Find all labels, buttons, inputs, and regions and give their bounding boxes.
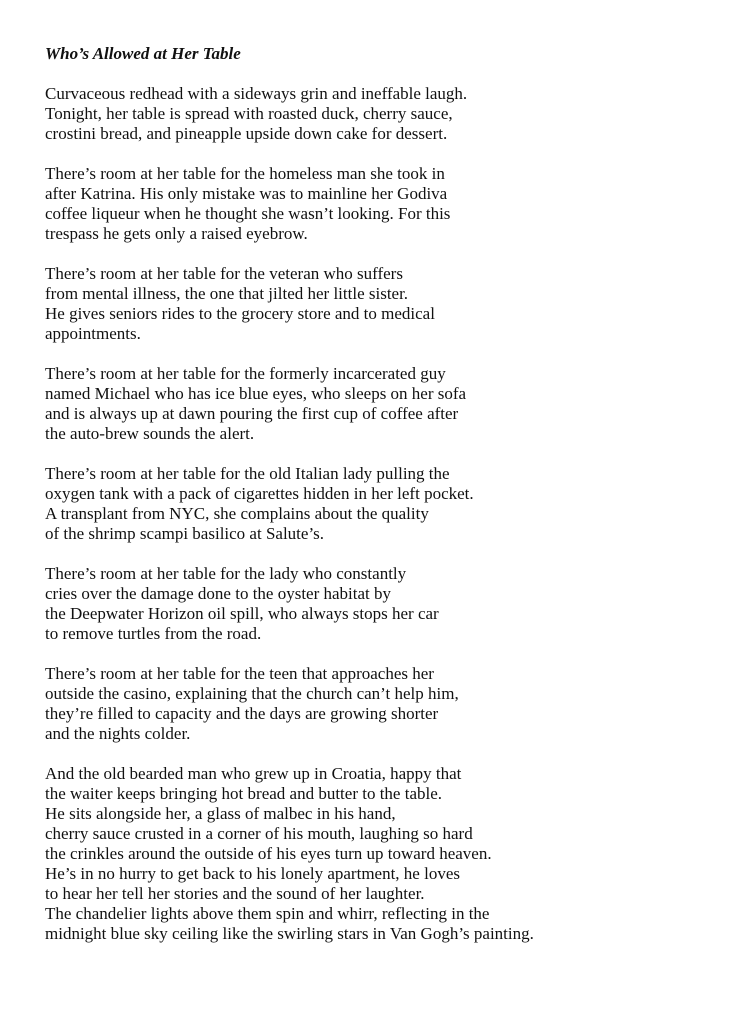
poem-body bbox=[45, 84, 745, 944]
poem-line: they’re filled to capacity and the days are growing shorter bbox=[45, 704, 439, 723]
poem-line: the Deepwater Horizon oil spill, who always stops her car bbox=[45, 604, 439, 623]
poem-stanza bbox=[45, 164, 745, 244]
poem-line: cherry sauce crusted in a corner of his mouth, laughing so hard bbox=[45, 824, 473, 843]
poem-line: appointments. bbox=[45, 324, 141, 343]
poem-stanza bbox=[45, 764, 745, 944]
poem-line: There’s room at her table for the lady who constantly bbox=[45, 564, 407, 583]
poem-line: There’s room at her table for the teen that approaches her bbox=[45, 664, 434, 683]
document-page bbox=[45, 44, 745, 964]
poem-line: the crinkles around the outside of his eyes turn up toward heaven. bbox=[45, 844, 492, 863]
poem-line: the auto-brew sounds the alert. bbox=[45, 424, 255, 443]
poem-line: He gives seniors rides to the grocery store and to medical bbox=[45, 304, 435, 323]
poem-line: trespass he gets only a raised eyebrow. bbox=[45, 224, 308, 243]
poem-line: named Michael who has ice blue eyes, who sleeps on her sofa bbox=[45, 384, 467, 403]
poem-line: Curvaceous redhead with a sideways grin and ineffable laugh. bbox=[45, 84, 468, 103]
poem-line: He sits alongside her, a glass of malbec in his hand, bbox=[45, 804, 396, 823]
poem-line: of the shrimp scampi basilico at Salute’s. bbox=[45, 524, 325, 543]
poem-line: midnight blue sky ceiling like the swirling stars in Van Gogh’s painting. bbox=[45, 924, 534, 943]
poem-stanza bbox=[45, 84, 745, 144]
poem-line: The chandelier lights above them spin and whirr, reflecting in the bbox=[45, 904, 490, 923]
poem-line: A transplant from NYC, she complains about the quality bbox=[45, 504, 429, 523]
poem-line: coffee liqueur when he thought she wasn’t looking. For this bbox=[45, 204, 451, 223]
poem-line: He’s in no hurry to get back to his lonely apartment, he loves bbox=[45, 864, 460, 883]
poem-line: There’s room at her table for the old Italian lady pulling the bbox=[45, 464, 450, 483]
poem-stanza bbox=[45, 264, 745, 344]
poem-line: and is always up at dawn pouring the first cup of coffee after bbox=[45, 404, 459, 423]
poem-line: And the old bearded man who grew up in Croatia, happy that bbox=[45, 764, 462, 783]
poem-line: oxygen tank with a pack of cigarettes hidden in her left pocket. bbox=[45, 484, 474, 503]
poem-line: outside the casino, explaining that the church can’t help him, bbox=[45, 684, 459, 703]
poem-line: from mental illness, the one that jilted her little sister. bbox=[45, 284, 409, 303]
poem-line: There’s room at her table for the formerly incarcerated guy bbox=[45, 364, 446, 383]
poem-line: to hear her tell her stories and the sound of her laughter. bbox=[45, 884, 425, 903]
poem-line: There’s room at her table for the veteran who suffers bbox=[45, 264, 403, 283]
poem-stanza bbox=[45, 464, 745, 544]
poem-line: and the nights colder. bbox=[45, 724, 191, 743]
poem-line: crostini bread, and pineapple upside down cake for dessert. bbox=[45, 124, 448, 143]
poem-line: to remove turtles from the road. bbox=[45, 624, 262, 643]
poem-line: after Katrina. His only mistake was to mainline her Godiva bbox=[45, 184, 448, 203]
poem-line: Tonight, her table is spread with roasted duck, cherry sauce, bbox=[45, 104, 453, 123]
poem-title: Who’s Allowed at Her Table bbox=[45, 44, 241, 63]
poem-line: cries over the damage done to the oyster habitat by bbox=[45, 584, 392, 603]
poem-stanza bbox=[45, 664, 745, 744]
poem-line: There’s room at her table for the homeless man she took in bbox=[45, 164, 445, 183]
poem-stanza bbox=[45, 564, 745, 644]
poem-line: the waiter keeps bringing hot bread and butter to the table. bbox=[45, 784, 443, 803]
poem-stanza bbox=[45, 364, 745, 444]
